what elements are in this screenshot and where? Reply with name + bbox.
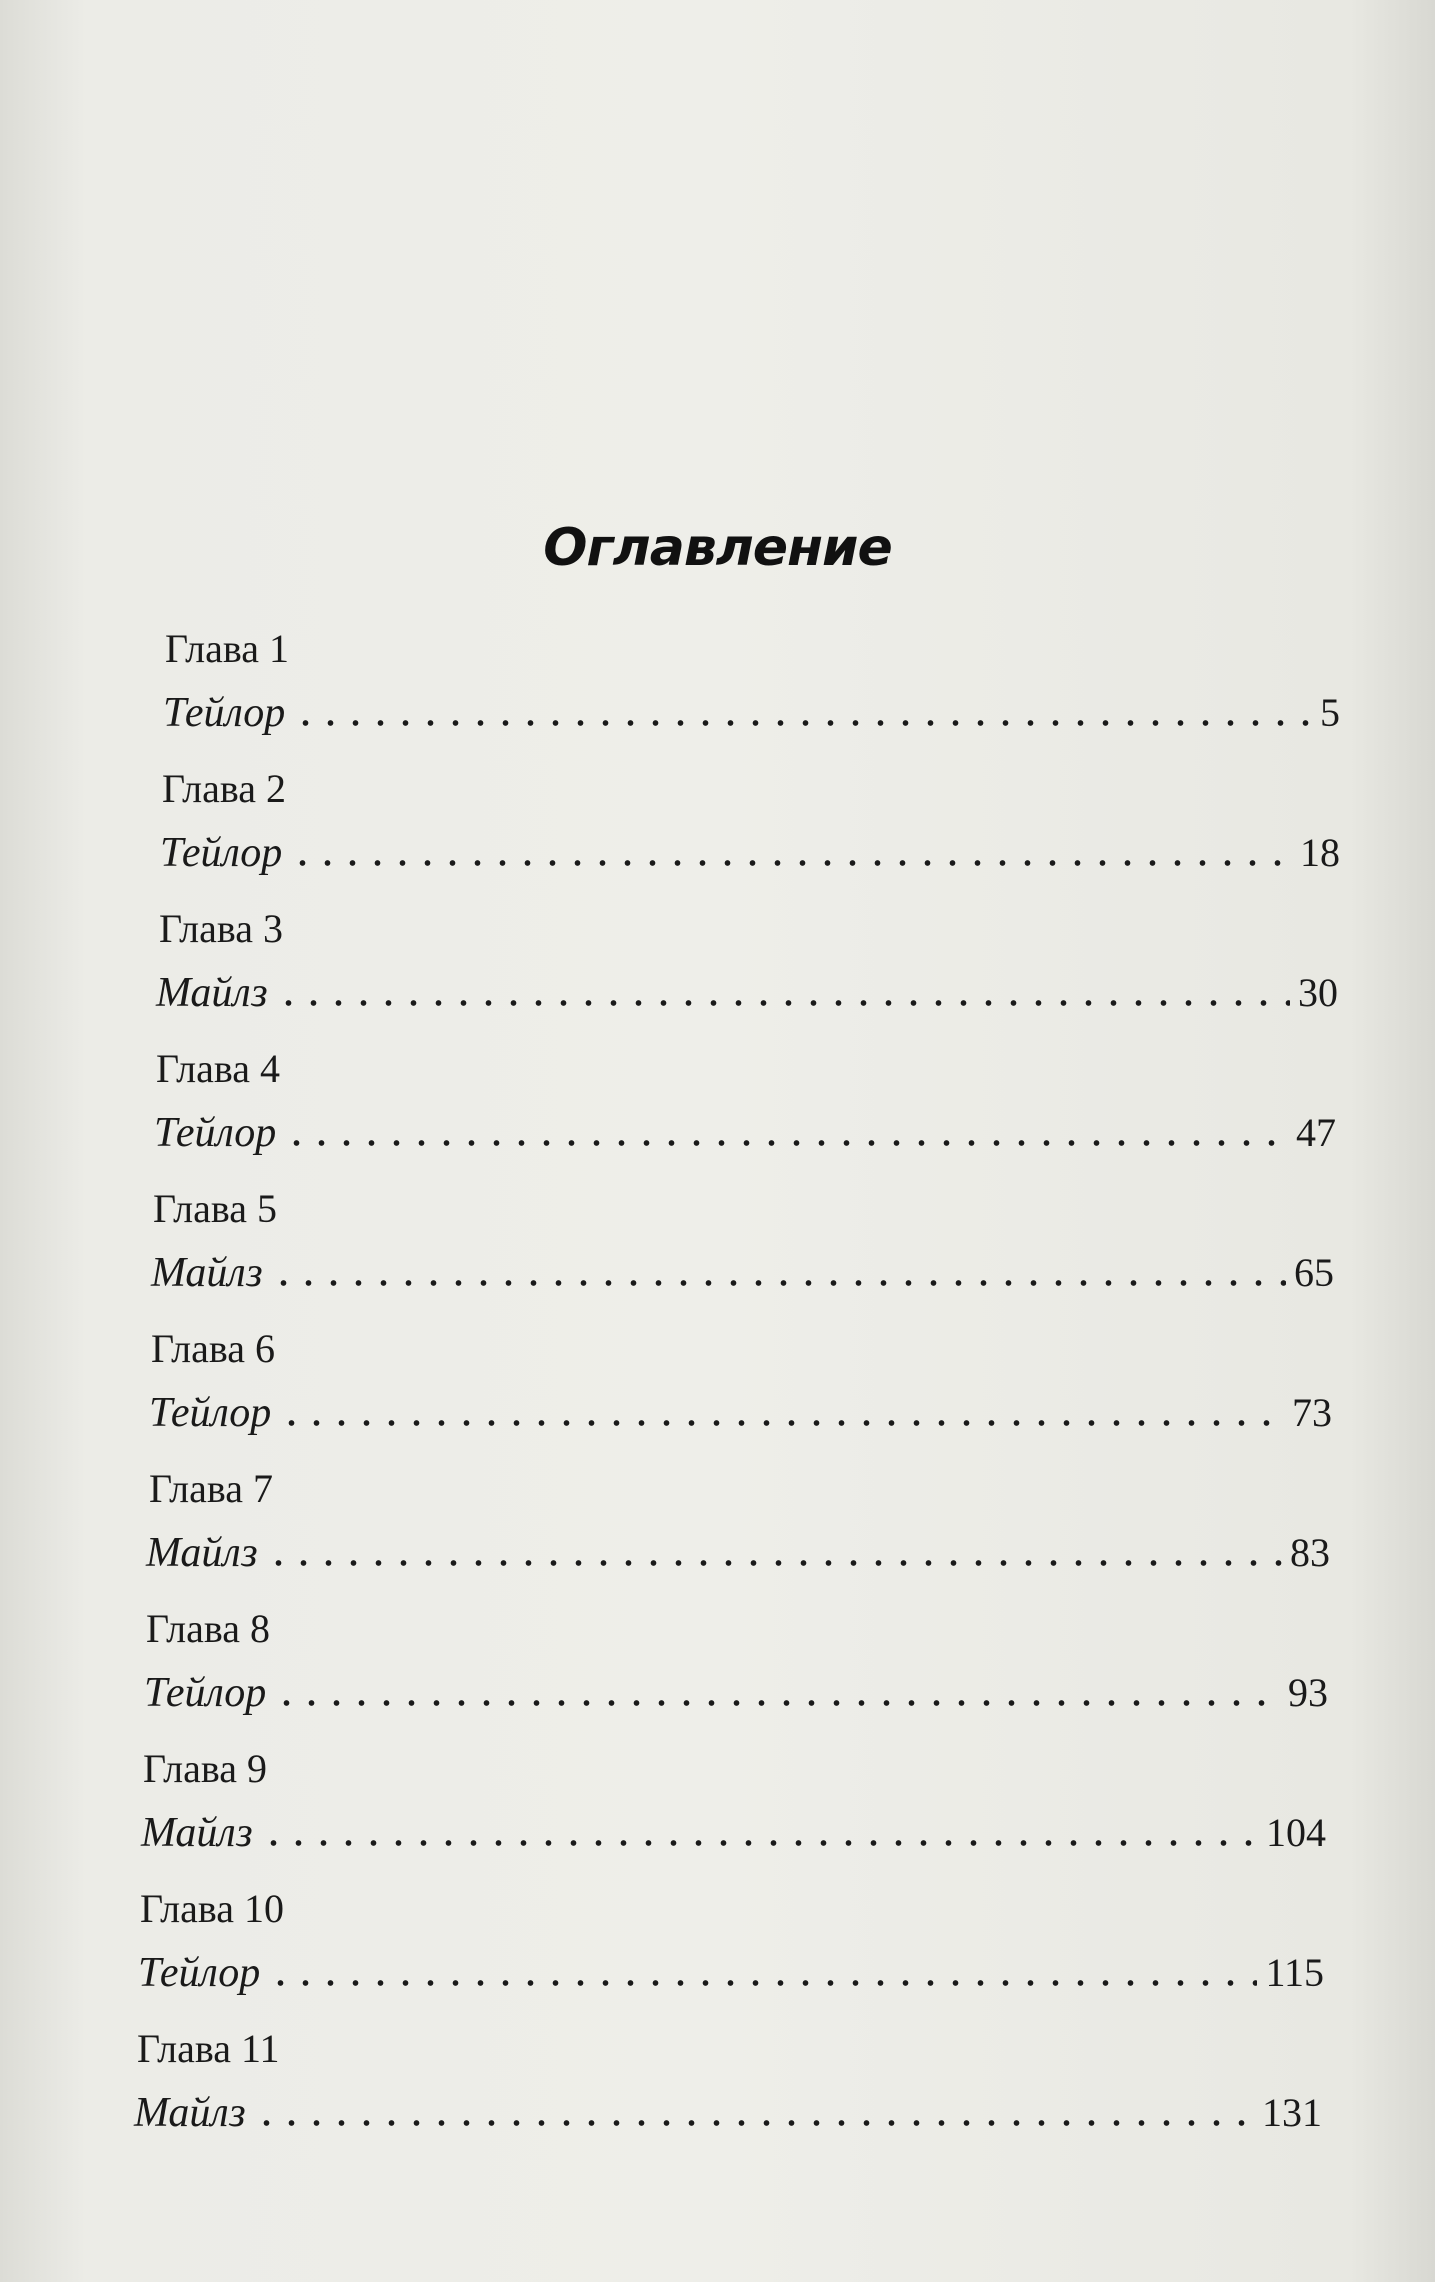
chapter-label: Глава 9 [143,1746,267,1791]
narrator-name: Майлз [141,1810,253,1856]
toc-entry [0,622,1435,762]
page-number: 115 [1265,1950,1324,1995]
dot-leader [271,1276,1286,1290]
dot-leader [261,1836,1258,1850]
toc-line [146,1520,1330,1582]
toc-entry [0,1462,1435,1602]
toc-line [163,680,1340,742]
chapter-label: Глава 4 [156,1046,280,1091]
dot-leader [290,856,1292,870]
chapter-label: Глава 1 [165,626,289,671]
narrator-name: Тейлор [144,1670,267,1716]
narrator-name: Тейлор [160,830,283,876]
chapter-label: Глава 10 [140,1886,284,1931]
page-number: 47 [1296,1110,1336,1155]
page-number: 93 [1288,1670,1328,1715]
toc-line [149,1380,1332,1442]
toc-entry [0,1322,1435,1462]
chapter-label: Глава 5 [153,1186,277,1231]
dot-leader [284,1136,1288,1150]
chapter-label: Глава 8 [146,1606,270,1651]
toc-line [138,1940,1324,2002]
chapter-label: Глава 2 [162,766,286,811]
toc-line [156,960,1338,1022]
toc-line [134,2080,1322,2142]
toc-line [154,1100,1336,1162]
toc-entry [0,1042,1435,1182]
dot-leader [279,1416,1284,1430]
page-number: 131 [1262,2090,1322,2135]
toc-list [0,622,1435,2162]
dot-leader [276,996,1290,1010]
narrator-name: Тейлор [149,1390,272,1436]
dot-leader [266,1556,1282,1570]
dot-leader [293,716,1312,730]
page-number: 30 [1298,970,1338,1015]
narrator-name: Майлз [151,1250,263,1296]
toc-entry [0,902,1435,1042]
narrator-name: Майлз [156,970,268,1016]
toc-line [144,1660,1328,1722]
narrator-name: Тейлор [163,690,286,736]
toc-entry [0,762,1435,902]
dot-leader [274,1696,1280,1710]
page-number: 73 [1292,1390,1332,1435]
page-number: 65 [1294,1250,1334,1295]
chapter-label: Глава 7 [149,1466,273,1511]
narrator-name: Тейлор [154,1110,277,1156]
page-number: 104 [1266,1810,1326,1855]
toc-entry [0,1182,1435,1322]
toc-line [141,1800,1326,1862]
chapter-label: Глава 6 [151,1326,275,1371]
page-number: 83 [1290,1530,1330,1575]
chapter-label: Глава 3 [159,906,283,951]
toc-entry [0,1742,1435,1882]
chapter-label: Глава 11 [137,2026,280,2071]
page-number: 5 [1320,690,1340,735]
toc-line [151,1240,1334,1302]
toc-entry [0,1602,1435,1742]
toc-line [160,820,1340,882]
page-number: 18 [1300,830,1340,875]
toc-entry [0,2022,1435,2162]
narrator-name: Тейлор [138,1950,261,1996]
toc-heading: Оглавление [543,518,892,578]
narrator-name: Майлз [146,1530,258,1576]
toc-entry [0,1882,1435,2022]
narrator-name: Майлз [134,2090,246,2136]
dot-leader [254,2116,1254,2130]
dot-leader [268,1976,1257,1990]
